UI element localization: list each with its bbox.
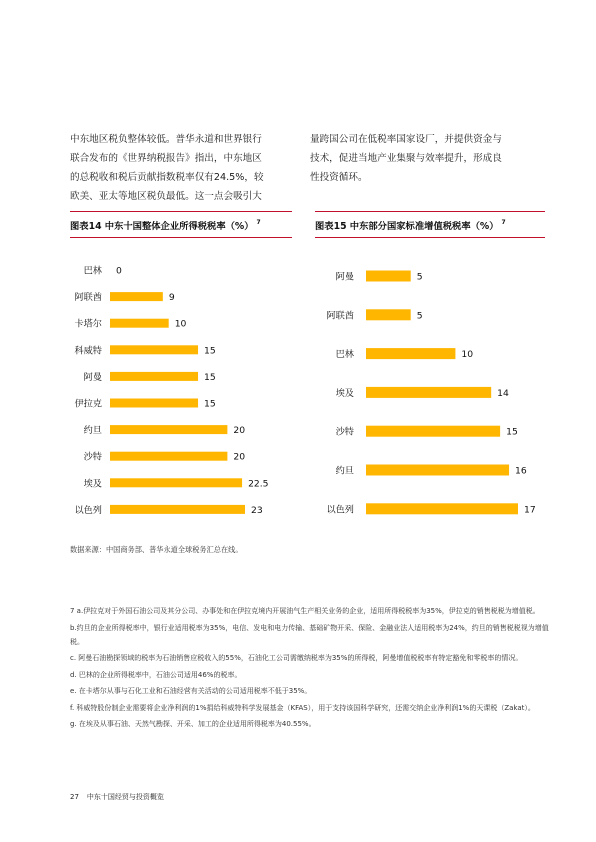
footnote: f. 科威特股份制企业需要将企业净利润的1%捐给科威特科学发展基金（KFAS），用于支持该国科学研究，还需交纳企业净利润1%的天课税（Zakat）。 (70, 703, 535, 712)
bar (110, 292, 163, 301)
bar (366, 503, 518, 514)
chart-14-svg (66, 250, 296, 530)
bar (110, 399, 198, 408)
bar (366, 465, 509, 476)
intro-line: 性投资循环。 (310, 172, 368, 183)
value-label: 15 (204, 398, 216, 410)
bar (110, 345, 198, 354)
value-label: 20 (233, 451, 246, 463)
intro-paragraph-right (310, 130, 502, 187)
intro-line: 中东地区税负整体较低。普华永道和世界银行 (70, 134, 262, 145)
category-label: 巴林 (83, 265, 102, 277)
intro-line: 联合发布的《世界纳税报告》指出，中东地区 (70, 153, 262, 164)
bar (366, 309, 411, 320)
footnotes (70, 604, 550, 734)
value-label: 16 (515, 465, 527, 477)
value-label: 9 (168, 292, 175, 304)
value-label: 15 (204, 345, 216, 357)
value-label: 15 (506, 426, 518, 438)
category-label: 阿曼 (83, 371, 102, 383)
value-label: 20 (233, 425, 246, 437)
chart-corporate-income-tax (66, 250, 296, 530)
bar (110, 478, 242, 487)
category-label: 以色列 (326, 504, 354, 516)
intro-line: 欧美、亚太等地区税负最低。这一点会吸引大 (70, 191, 262, 202)
category-label: 科威特 (74, 345, 102, 357)
footnote: d. 巴林的企业所得税率中，石油公司适用46%的税率。 (70, 670, 242, 679)
figure-14-note-ref: 7 (256, 219, 261, 226)
bar (366, 271, 411, 282)
bar (110, 452, 227, 461)
figure-15-note-ref: 7 (501, 219, 506, 226)
figure-14-title (70, 211, 292, 238)
category-label: 阿联酋 (74, 292, 102, 304)
footnote: 7 a.伊拉克对于外国石油公司及其分公司、办事处和在伊拉克境内开展油气生产相关业务的企业，适用所得税税率为35%，伊拉克的销售税税为增值税。 (70, 607, 540, 615)
footnote: c. 阿曼石油勘探领域的税率为石油销售应税收入的55%，石油化工公司需缴纳税率为35%的所得税，阿曼增值税税率有特定豁免和零税率的情况。 (70, 654, 523, 662)
intro-line: 量跨国公司在低税率国家设厂，并提供资金与 (310, 134, 502, 145)
category-label: 约旦 (335, 465, 354, 477)
data-source: 数据来源：中国商务部、普华永道全球税务汇总在线。 (70, 545, 243, 554)
category-label: 埃及 (83, 478, 102, 490)
category-label: 以色列 (74, 504, 102, 516)
chart-15-svg (318, 250, 548, 530)
figure-15-title-text: 图表15 中东部分国家标准增值税税率（%） (315, 220, 499, 232)
bar (110, 372, 198, 381)
value-label: 5 (416, 310, 423, 322)
value-label: 0 (116, 265, 122, 277)
value-label: 10 (461, 349, 474, 361)
value-label: 17 (524, 504, 536, 516)
footnote: g. 在埃及从事石油、天然气勘探、开采、加工的企业适用所得税率为40.55%。 (70, 720, 316, 728)
figure-14-title-text: 图表14 中东十国整体企业所得税税率（%） (70, 220, 254, 232)
value-label: 5 (416, 271, 423, 283)
category-label: 阿曼 (335, 271, 354, 283)
intro-line: 的总税收和税后贡献指数税率仅有24.5%，较 (70, 172, 264, 183)
bar (110, 425, 227, 434)
value-label: 10 (174, 318, 187, 330)
page-number: 27 (70, 793, 79, 801)
value-label: 15 (204, 371, 216, 383)
category-label: 伊拉克 (74, 398, 102, 410)
value-label: 14 (497, 387, 509, 399)
category-label: 沙特 (83, 451, 102, 463)
footnote: b.约旦的企业所得税率中，银行业适用税率为35%，电信、发电和电力传输、基础矿物开采、保险、金融业法人适用税率为24%，约旦的销售税税视为增值税。 (70, 623, 549, 646)
chart-vat (318, 250, 548, 530)
page-footer (70, 792, 164, 802)
bar (366, 426, 500, 437)
bar (110, 319, 169, 328)
value-label: 22.5 (248, 478, 269, 490)
category-label: 沙特 (335, 426, 354, 438)
figure-15-title (315, 211, 545, 238)
category-label: 埃及 (335, 387, 354, 399)
footer-title: 中东十国经贸与投资概览 (86, 793, 164, 801)
footnote: e. 在卡塔尔从事与石化工业和石油经营有关活动的公司适用税率不低于35%。 (70, 687, 312, 695)
bar (366, 387, 491, 398)
intro-paragraph-left (70, 130, 264, 206)
bar (110, 505, 245, 514)
intro-line: 技术，促进当地产业集聚与效率提升，形成良 (310, 153, 502, 164)
bar (366, 348, 455, 359)
category-label: 阿联酋 (326, 310, 354, 322)
value-label: 23 (251, 504, 263, 516)
category-label: 巴林 (335, 349, 354, 361)
category-label: 约旦 (83, 425, 102, 437)
category-label: 卡塔尔 (74, 318, 102, 330)
